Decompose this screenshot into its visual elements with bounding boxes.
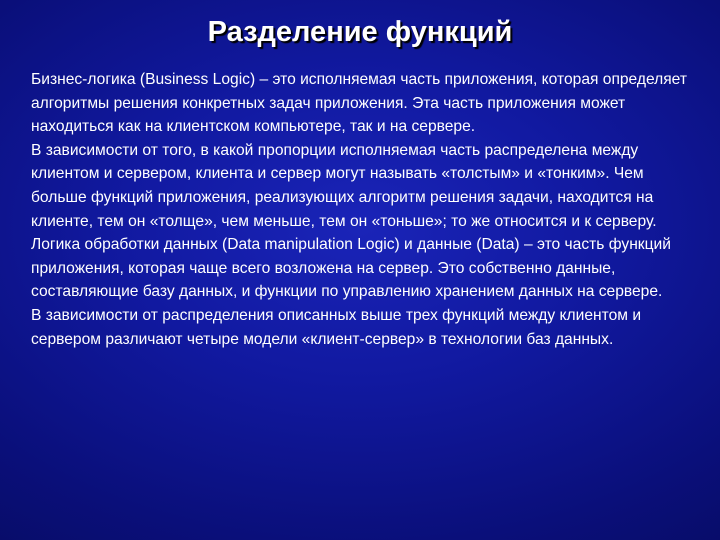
slide-title: Разделение функций [207,16,513,48]
paragraph-business-logic: Бизнес-логика (Business Logic) – это исполняемая часть приложения, которая определяет алгоритмы решения конкретных задач приложения. Эта часть приложения может находиться как на клиентском компьютере, так и на сервере. [31,71,687,136]
paragraph-data-logic: Логика обработки данных (Data manipulation Logic) и данные (Data) – это часть функций приложения, которая чаще всего возложена на сервер. Это собственно данные, составляющие базу данных, и функции по управлению хранением данных на сервере. [31,236,671,301]
paragraph-client-server-models: В зависимости от распределения описанных выше трех функций между клиентом и сервером различают четыре модели «клиент-сервер» в технологии баз данных. [31,306,642,348]
slide-body [31,68,703,351]
paragraph-thick-thin-client: В зависимости от того, в какой пропорции исполняемая часть распределена между клиентом и сервером, клиента и сервер могут называть «толстым» и «тонким». Чем больше функций приложения, реализующих алгоритм решения задачи, находится на клиенте, тем он «толще», чем меньше, тем он «тоньше»; то же относится и к серверу. [31,141,657,230]
